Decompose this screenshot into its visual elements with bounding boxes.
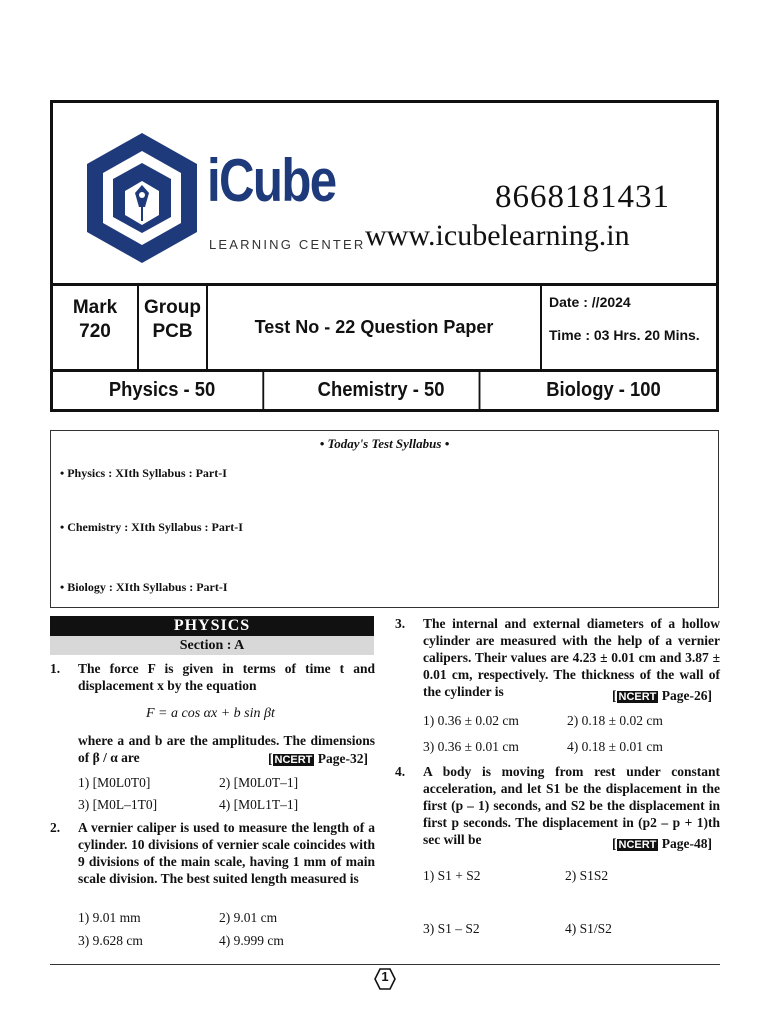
ncert-tag: NCERT [274, 754, 313, 766]
website-url: www.icubelearning.in [365, 219, 630, 252]
info-row [53, 283, 716, 369]
ncert-tag: NCERT [618, 691, 657, 703]
syllabus-box [50, 430, 719, 608]
phone-number: 8668181431 [495, 179, 670, 215]
option-1: 1) S1 + S2 [423, 868, 481, 883]
subjects-row [53, 369, 716, 409]
brand-name: iCube [207, 147, 336, 214]
subject-physics: Physics - 50 [62, 372, 264, 409]
group-value: PCB [152, 321, 193, 342]
question-number: 3. [395, 616, 406, 631]
brand-area [53, 103, 716, 283]
option-4: 4) 9.999 cm [219, 933, 284, 948]
section-title: PHYSICS [50, 616, 374, 636]
question-text-2: where a and b are the amplitudes. The dimensions of β / α are [78, 733, 375, 765]
question-text: A vernier caliper is used to measure the length of a cylinder. 10 divisions of vernier scale coincides with 9 divisions of the main scale, having 1 mm of main scale division. The best suited length measured is [78, 820, 375, 886]
option-3: 3) 0.36 ± 0.01 cm [423, 739, 519, 754]
option-4: 4) [M0L1T–1] [219, 797, 299, 812]
option-4: 4) 0.18 ± 0.01 cm [567, 739, 663, 754]
question-text: The force F is given in terms of time t and displacement x by the equation [78, 661, 375, 693]
ncert-tag: NCERT [618, 839, 657, 851]
syllabus-item-chemistry: • Chemistry : XIth Syllabus : Part-I [60, 520, 243, 534]
question-3 [395, 615, 720, 760]
question-1 [50, 660, 375, 820]
group-cell [139, 286, 208, 369]
question-text: The internal and external diameters of a hollow cylinder are measured with the help of a vernier calipers. Their values are 4.23 ± 0.01 cm and 3.87 ± 0.01 cm, respectively. The thickness of the wall of the cylinder is [423, 616, 720, 699]
test-date: Date : //2024 [549, 294, 631, 310]
option-2: 2) [M0L0T–1] [219, 775, 299, 790]
question-text: A body is moving from rest under constant acceleration, and let S1 be the displacement in the first (p – 1) seconds, and S2 be the displacement in first p seconds. The displacement in (p2 – p + 1)th sec will be [423, 764, 720, 847]
syllabus-title: • Today's Test Syllabus • [319, 436, 450, 451]
option-1: 1) [M0L0T0] [78, 775, 151, 790]
subject-biology: Biology - 100 [546, 379, 661, 401]
mark-label: Mark [72, 297, 118, 318]
ncert-page: Page-26] [661, 688, 712, 703]
footer-divider [50, 964, 720, 965]
icube-logo-icon [83, 129, 201, 267]
date-time-cell [542, 286, 716, 369]
option-1: 1) 9.01 mm [78, 910, 141, 925]
option-1: 1) 0.36 ± 0.02 cm [423, 713, 519, 728]
ncert-page: Page-48] [661, 836, 712, 851]
option-3: 3) 9.628 cm [78, 933, 143, 948]
mark-cell [53, 286, 139, 369]
test-time: Time : 03 Hrs. 20 Mins. [549, 327, 700, 343]
brand-subtitle: LEARNING CENTER [209, 237, 366, 252]
question-4 [395, 763, 720, 953]
mark-value: 720 [79, 321, 111, 342]
subject-chemistry: Chemistry - 50 [284, 372, 481, 409]
question-equation: F = a cos αx + b sin βt [146, 706, 275, 721]
test-title: Test No - 22 Question Paper [208, 286, 542, 369]
question-2 [50, 819, 375, 954]
option-2: 2) S1S2 [565, 868, 609, 883]
option-3: 3) S1 – S2 [423, 921, 480, 936]
question-number: 4. [395, 764, 406, 779]
syllabus-item-physics: • Physics : XIth Syllabus : Part-I [60, 466, 227, 480]
option-3: 3) [M0L–1T0] [78, 797, 158, 812]
ncert-reference: [ NCERT Page-48] [612, 836, 712, 851]
group-label: Group [144, 297, 201, 318]
option-4: 4) S1/S2 [565, 921, 612, 936]
page-number: 1 [381, 969, 389, 984]
section-subtitle: Section : A [50, 636, 374, 655]
ncert-reference: [ NCERT Page-32] [268, 751, 368, 766]
header-box [50, 100, 719, 412]
ncert-reference: [ NCERT Page-26] [612, 688, 712, 703]
question-number: 1. [50, 661, 61, 676]
ncert-page: Page-32] [317, 751, 368, 766]
option-2: 2) 0.18 ± 0.02 cm [567, 713, 663, 728]
option-2: 2) 9.01 cm [219, 910, 278, 925]
syllabus-item-biology: • Biology : XIth Syllabus : Part-I [60, 580, 228, 594]
question-number: 2. [50, 820, 61, 835]
